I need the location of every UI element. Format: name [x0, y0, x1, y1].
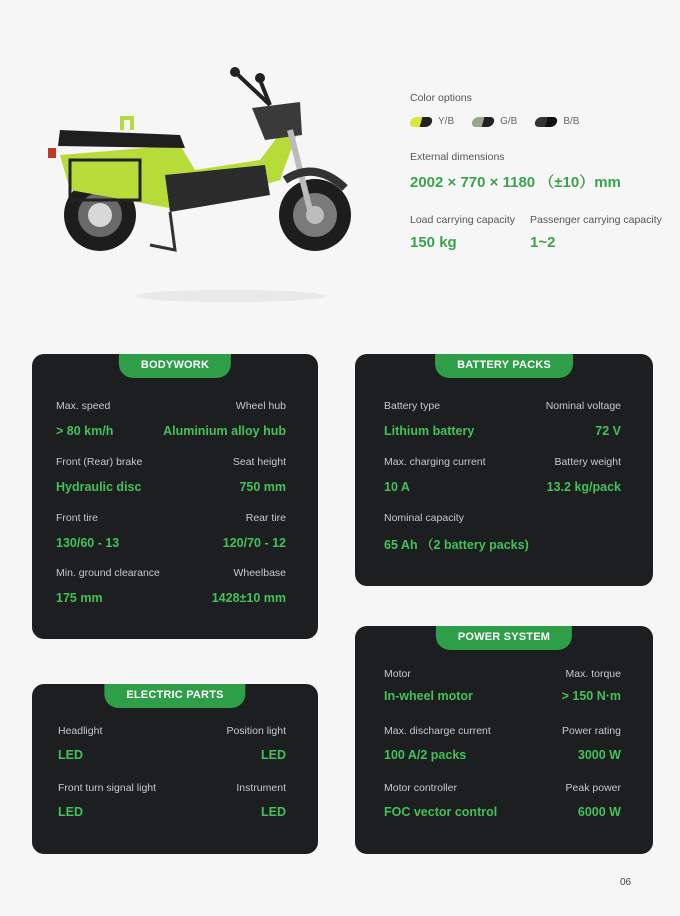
spec-key: Front (Rear) brake: [56, 456, 143, 468]
spec-row: [56, 512, 286, 524]
color-option-yb: [410, 116, 454, 127]
spec-row: [384, 748, 621, 762]
spec-key: Front turn signal light: [58, 782, 157, 794]
spec-key: Max. torque: [565, 668, 621, 680]
color-option-label: Y/B: [438, 116, 455, 127]
spec-row: [384, 480, 621, 494]
spec-value: 750 mm: [239, 480, 286, 494]
spec-key: Max. speed: [56, 400, 111, 412]
spec-value: > 150 N·m: [561, 689, 621, 703]
spec-value: 65 Ah （2 battery packs): [384, 538, 529, 552]
spec-value: Lithium battery: [384, 424, 475, 438]
color-swatch-icon: [534, 117, 559, 127]
spec-key: Battery weight: [554, 456, 621, 468]
spec-key: Power rating: [562, 725, 621, 737]
spec-row: [384, 424, 621, 438]
dimensions-block: [410, 151, 670, 192]
color-options: [410, 116, 670, 127]
spec-key: Position light: [226, 725, 286, 737]
spec-value: 10 A: [384, 480, 410, 494]
spec-value: 175 mm: [56, 591, 103, 605]
spec-key: Motor: [384, 668, 411, 680]
battery-card: [355, 354, 653, 586]
spec-row: [56, 424, 286, 438]
bodywork-title: BODYWORK: [119, 354, 231, 378]
spec-key: Wheel hub: [235, 400, 286, 412]
spec-key: Seat height: [232, 456, 286, 468]
color-swatch-icon: [409, 117, 434, 127]
page-number: 06: [620, 877, 632, 888]
spec-row: [384, 689, 621, 703]
spec-value: LED: [261, 748, 286, 762]
load-capacity-value: 150 kg: [410, 234, 457, 251]
spec-key: Peak power: [565, 782, 621, 794]
spec-value: 6000 W: [577, 805, 621, 819]
spec-row: [384, 725, 621, 737]
spec-key: Max. charging current: [384, 456, 486, 468]
battery-title: BATTERY PACKS: [435, 354, 573, 378]
passenger-capacity: [530, 214, 662, 251]
spec-row: [56, 400, 286, 412]
spec-value: 13.2 kg/pack: [546, 480, 621, 494]
spec-key: Nominal voltage: [545, 400, 621, 412]
electric-card: [32, 684, 318, 854]
spec-value: 72 V: [595, 424, 621, 438]
spec-value: 130/60 - 13: [56, 536, 120, 550]
spec-value: LED: [58, 805, 83, 819]
power-title: POWER SYSTEM: [436, 626, 572, 650]
spec-row: [384, 668, 621, 680]
spec-row: [58, 725, 286, 737]
spec-value: Hydraulic disc: [56, 480, 142, 494]
load-capacity-label: Load carrying capacity: [410, 214, 516, 226]
spec-key: Min. ground clearance: [56, 567, 160, 579]
color-option-bb: [535, 116, 579, 127]
spec-row: [384, 512, 621, 524]
spec-row: [384, 400, 621, 412]
spec-key: Instrument: [236, 782, 286, 794]
spec-row: [58, 782, 286, 794]
spec-key: Headlight: [58, 725, 103, 737]
spec-row: [56, 591, 286, 605]
spec-value: LED: [261, 805, 286, 819]
spec-key: Rear tire: [245, 512, 286, 524]
dimensions-value: 2002 × 770 × 1180 （±10）mm: [410, 174, 621, 191]
load-capacity: [410, 214, 520, 251]
spec-row: [384, 456, 621, 468]
spec-key: Front tire: [56, 512, 99, 524]
spec-row: [56, 536, 286, 550]
spec-row: [56, 567, 286, 579]
spec-key: Motor controller: [384, 782, 457, 794]
spec-key: Max. discharge current: [384, 725, 491, 737]
scooter-image: [30, 60, 380, 320]
spec-row: [58, 748, 286, 762]
spec-value: 120/70 - 12: [222, 536, 286, 550]
spec-row: [384, 782, 621, 794]
spec-key: Battery type: [384, 400, 441, 412]
spec-value: FOC vector control: [384, 805, 498, 819]
top-specs: [410, 92, 670, 251]
color-option-label: B/B: [563, 116, 580, 127]
spec-value: 1428±10 mm: [211, 591, 286, 605]
capacity-row: [410, 214, 670, 251]
passenger-capacity-value: 1~2: [530, 234, 556, 251]
spec-row: [58, 805, 286, 819]
spec-row: [384, 535, 621, 553]
color-option-label: G/B: [500, 116, 518, 127]
color-swatch-icon: [471, 117, 496, 127]
color-options-label: Color options: [410, 92, 472, 104]
spec-row: [56, 480, 286, 494]
spec-value: 100 A/2 packs: [384, 748, 467, 762]
spec-key: Nominal capacity: [384, 512, 464, 524]
spec-value: LED: [58, 748, 83, 762]
dimensions-label: External dimensions: [410, 151, 505, 163]
spec-row: [384, 805, 621, 819]
spec-row: [56, 456, 286, 468]
passenger-capacity-label: Passenger carrying capacity: [530, 214, 662, 226]
spec-value: 3000 W: [577, 748, 621, 762]
color-option-gb: [472, 116, 517, 127]
spec-value: > 80 km/h: [56, 424, 114, 438]
spec-key: Wheelbase: [233, 567, 286, 579]
bodywork-card: [32, 354, 318, 639]
spec-value: Aluminium alloy hub: [163, 424, 286, 438]
spec-value: In-wheel motor: [384, 689, 473, 703]
power-card: [355, 626, 653, 854]
electric-title: ELECTRIC PARTS: [104, 684, 245, 708]
